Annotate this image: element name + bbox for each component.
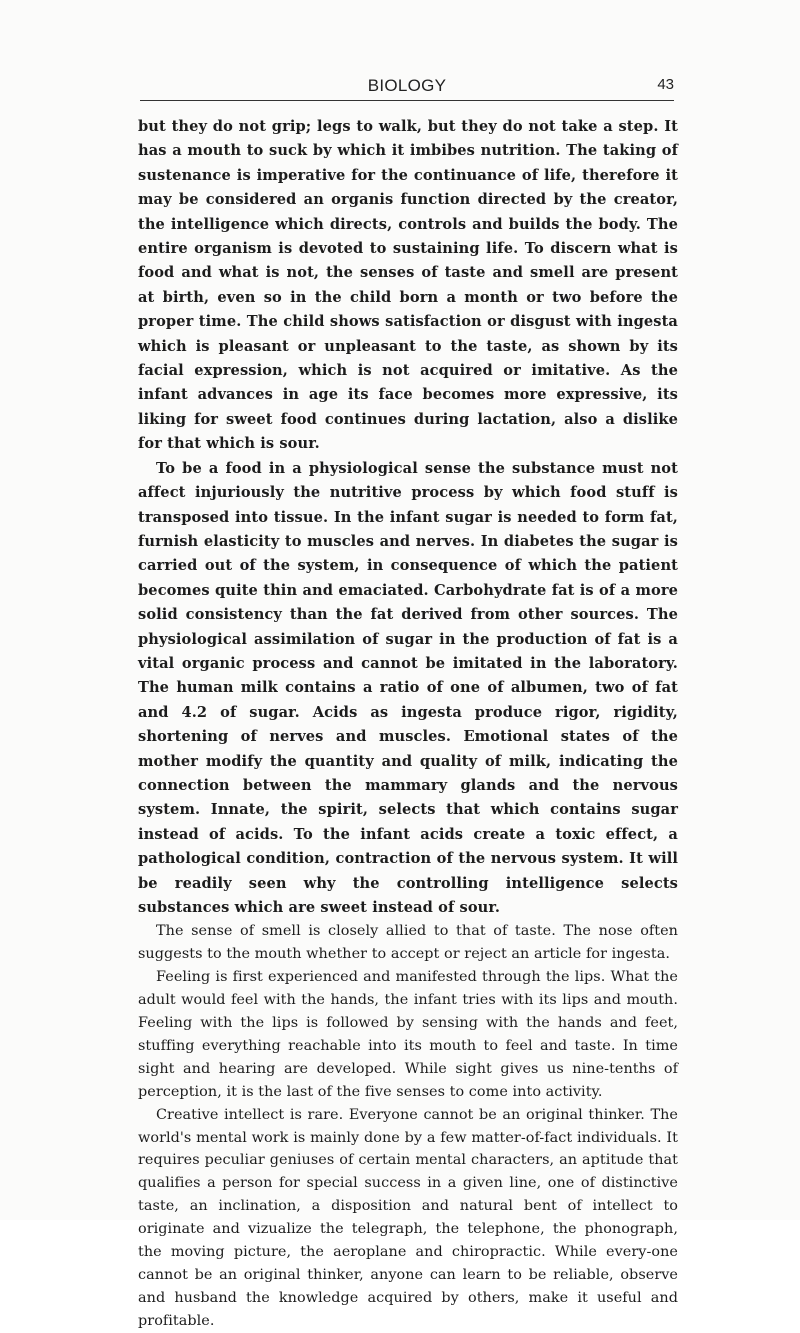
running-head-title: BIOLOGY <box>367 76 447 95</box>
paragraph-food-physiology: To be a food in a physiological sense the substance must not affect injuriously the nutritive process by which food stuff is transposed into tissue. In the infant sugar is needed to form fat, furnish elasticity to muscles and nerves. In diabetes the sugar is carried out of the system, in consequence of which the patient becomes quite thin and emaciated. Carbohydrate fat is of a more solid consistency than the fat derived from other sources. The physiological assimilation of sugar in the production of fat is a vital organic process and cannot be imitated in the laboratory. The human milk contains a ratio of one of albumen, two of fat and 4.2 of sugar. Acids as ingesta produce rigor, rigidity, shortening of nerves and muscles. Emotional states of the mother modify the quantity and quality of milk, indicating the connection between the mammary glands and the nervous system. Innate, the spirit, selects that which contains sugar instead of acids. To the infant acids create a toxic effect, a pathological condition, contraction of the nervous system. It will be readily seen why the controlling intelligence selects substances which are sweet instead of sour. <box>138 459 678 916</box>
running-head <box>140 76 674 101</box>
paragraph-smell: The sense of smell is closely allied to that of taste. The nose often suggests to the mouth whether to accept or reject an article for ingesta. <box>138 923 678 963</box>
bold-text-block <box>138 115 678 920</box>
paragraph-feeling: Feeling is first experienced and manifested through the lips. What the adult would feel with the hands, the infant tries with its lips and mouth. Feeling with the lips is followed by sensing with the hands and feet, stuffing everything reachable into its mouth to feel and taste. In time sight and hearing are developed. While sight gives us nine-tenths of perception, it is the last of the five senses to come into activity. <box>138 969 678 1100</box>
paragraph-nutrition-continued: but they do not grip; legs to walk, but they do not take a step. It has a mouth to suck by which it imbibes nutrition. The taking of sustenance is imperative for the continuance of life, therefore it may be considered an organis function directed by the creator, the intelligence which directs, controls and builds the body. The entire organism is devoted to sustaining life. To discern what is food and what is not, the senses of taste and smell are present at birth, even so in the child born a month or two before the proper time. The child shows satisfaction or disgust with ingesta which is pleasant or unpleasant to the taste, as shown by its facial expression, which is not acquired or imitative. As the infant advances in age its face becomes more expressive, its liking for sweet food continues during lactation, also a dislike for that which is sour. <box>138 118 678 453</box>
page-number: 43 <box>657 76 674 93</box>
regular-text-block <box>138 920 678 1332</box>
paragraph-creative-intellect: Creative intellect is rare. Everyone cannot be an original thinker. The world's mental work is mainly done by a few matter-of-fact individuals. It requires peculiar geniuses of certain mental characters, an aptitude that qualifies a person for special success in a given line, one of distinctive taste, an inclination, a disposition and natural bent of intellect to originate and vizualize the telegraph, the telephone, the phonograph, the moving picture, the aeroplane and chiropractic. While every-one cannot be an original thinker, anyone can learn to be reliable, observe and husband the knowledge acquired by others, make it useful and profitable. <box>138 1106 678 1329</box>
body-text <box>138 115 678 1333</box>
